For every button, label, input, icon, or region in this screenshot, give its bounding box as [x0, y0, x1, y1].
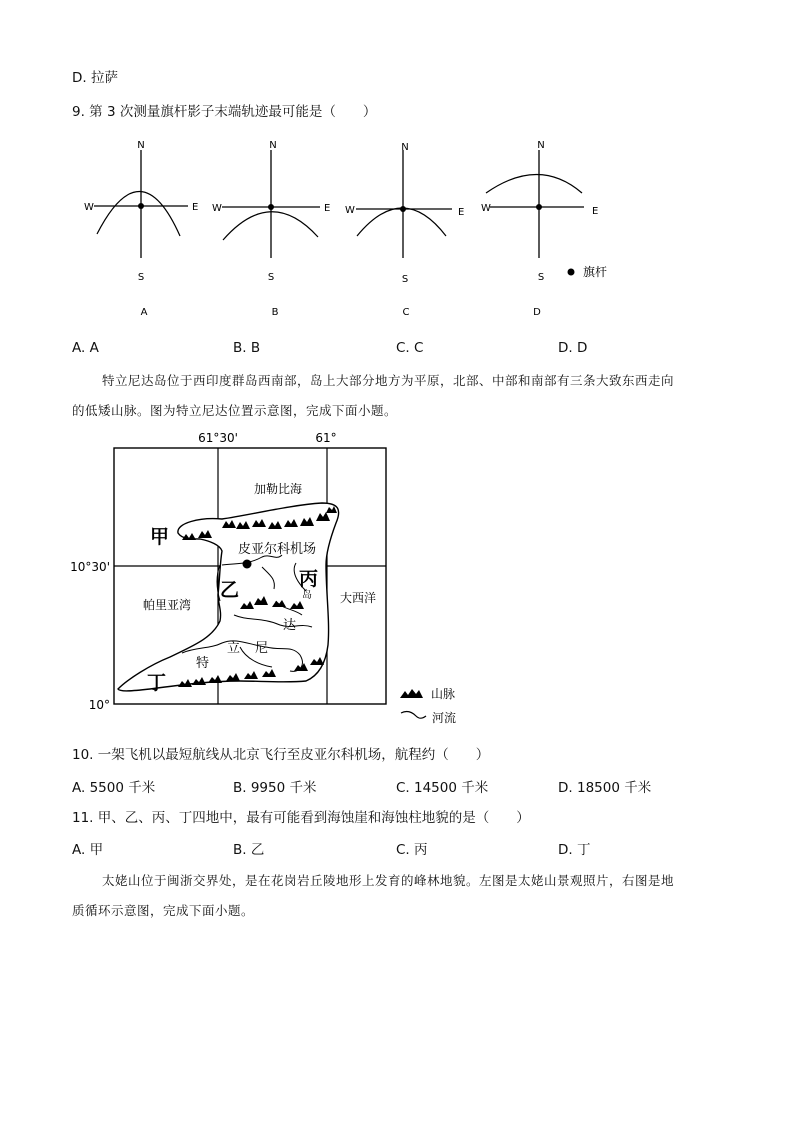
q8-option-d: D. 拉萨	[72, 70, 118, 86]
island-char-1: 岛	[302, 590, 312, 601]
place-ding: 丁	[147, 672, 167, 694]
q9-stem: 9. 第 3 次测量旗杆影子末端轨迹最可能是（ ）	[72, 104, 377, 120]
diagram-b-s: S	[267, 272, 275, 283]
lon-label-right: 61°	[315, 431, 337, 445]
place-bing: 丙	[299, 568, 319, 590]
passage2-line1: 太姥山位于闽浙交界处，是在花岗岩丘陵地形上发育的峰林地貌。左图是太姥山景观照片，右图是地	[102, 873, 675, 888]
diagram-d-s: S	[537, 272, 545, 283]
diagram-d-label: D	[533, 307, 541, 318]
lon-label-left: 61°30'	[198, 431, 238, 445]
q9-option-c[interactable]: C. C	[396, 340, 424, 356]
q10-option-c[interactable]: C. 14500 千米	[396, 780, 489, 796]
diagram-c	[345, 142, 464, 318]
passage1-line1: 特立尼达岛位于西印度群岛西南部，岛上大部分地方为平原，北部、中部和南部有三条大致东西走向	[102, 373, 675, 388]
diagram-d-e: E	[592, 206, 599, 217]
legend-mountain-label: 山脉	[431, 687, 456, 701]
passage2-line2: 质循环示意图，完成下面小题。	[72, 903, 255, 918]
diagram-b	[212, 140, 330, 318]
diagram-d-w: W	[481, 203, 491, 214]
q11-option-b[interactable]: B. 乙	[233, 842, 265, 858]
diagram-d-n: N	[537, 140, 545, 151]
diagram-c-e: E	[458, 207, 465, 218]
diagram-a-w: W	[84, 202, 94, 213]
diagram-d	[481, 140, 598, 318]
diagram-b-label: B	[271, 307, 279, 318]
q10-option-a[interactable]: A. 5500 千米	[72, 780, 156, 796]
place-yi: 乙	[220, 579, 240, 601]
q11-option-a[interactable]: A. 甲	[72, 842, 104, 858]
q9-option-d[interactable]: D. D	[558, 340, 588, 356]
atlantic-label: 大西洋	[340, 591, 377, 605]
legend-river	[401, 710, 456, 725]
q11-option-d[interactable]: D. 丁	[558, 842, 591, 858]
legend-river-label: 河流	[432, 711, 457, 725]
diagram-c-s: S	[401, 274, 409, 285]
trinidad-map	[0, 425, 794, 725]
diagram-b-w: W	[212, 203, 222, 214]
diagram-b-e: E	[324, 203, 331, 214]
diagram-a-s: S	[137, 272, 145, 283]
q9-option-a[interactable]: A. A	[72, 340, 99, 356]
passage1-line2: 的低矮山脉。图为特立尼达位置示意图，完成下面小题。	[72, 403, 398, 418]
q10-stem: 10. 一架飞机以最短航线从北京飞行至皮亚尔科机场，航程约（ ）	[72, 747, 490, 763]
q9-option-b[interactable]: B. B	[233, 340, 261, 356]
q10-option-b[interactable]: B. 9950 千米	[233, 780, 317, 796]
diagram-a-n: N	[137, 140, 145, 151]
paria-label: 帕里亚湾	[143, 598, 192, 612]
place-jia: 甲	[150, 526, 170, 548]
q11-option-c[interactable]: C. 丙	[396, 842, 428, 858]
diagram-c-label: C	[402, 307, 410, 318]
island-char-4: 立	[227, 641, 241, 656]
island-char-3: 尼	[255, 641, 269, 656]
flagpole-legend-label: 旗杆	[583, 265, 608, 279]
airport-label: 皮亚尔科机场	[238, 542, 317, 557]
diagram-a-e: E	[192, 202, 199, 213]
lat-label-mid: 10°30'	[70, 560, 110, 574]
airport-marker	[243, 560, 252, 569]
diagram-c-w: W	[345, 205, 355, 216]
shadow-track-diagrams	[0, 130, 794, 320]
diagram-b-n: N	[269, 140, 277, 151]
diagram-a-label: A	[140, 307, 148, 318]
diagram-c-n: N	[401, 142, 409, 153]
q10-option-d[interactable]: D. 18500 千米	[558, 780, 652, 796]
island-char-5: 特	[196, 656, 210, 671]
legend-mountain	[400, 687, 455, 701]
diagram-a	[84, 140, 198, 318]
q11-stem: 11. 甲、乙、丙、丁四地中，最有可能看到海蚀崖和海蚀柱地貌的是（ ）	[72, 810, 530, 826]
lat-label-bottom: 10°	[88, 698, 110, 712]
island-char-2: 达	[283, 618, 297, 633]
caribbean-label: 加勒比海	[254, 482, 303, 496]
flagpole-legend-dot	[568, 269, 575, 276]
